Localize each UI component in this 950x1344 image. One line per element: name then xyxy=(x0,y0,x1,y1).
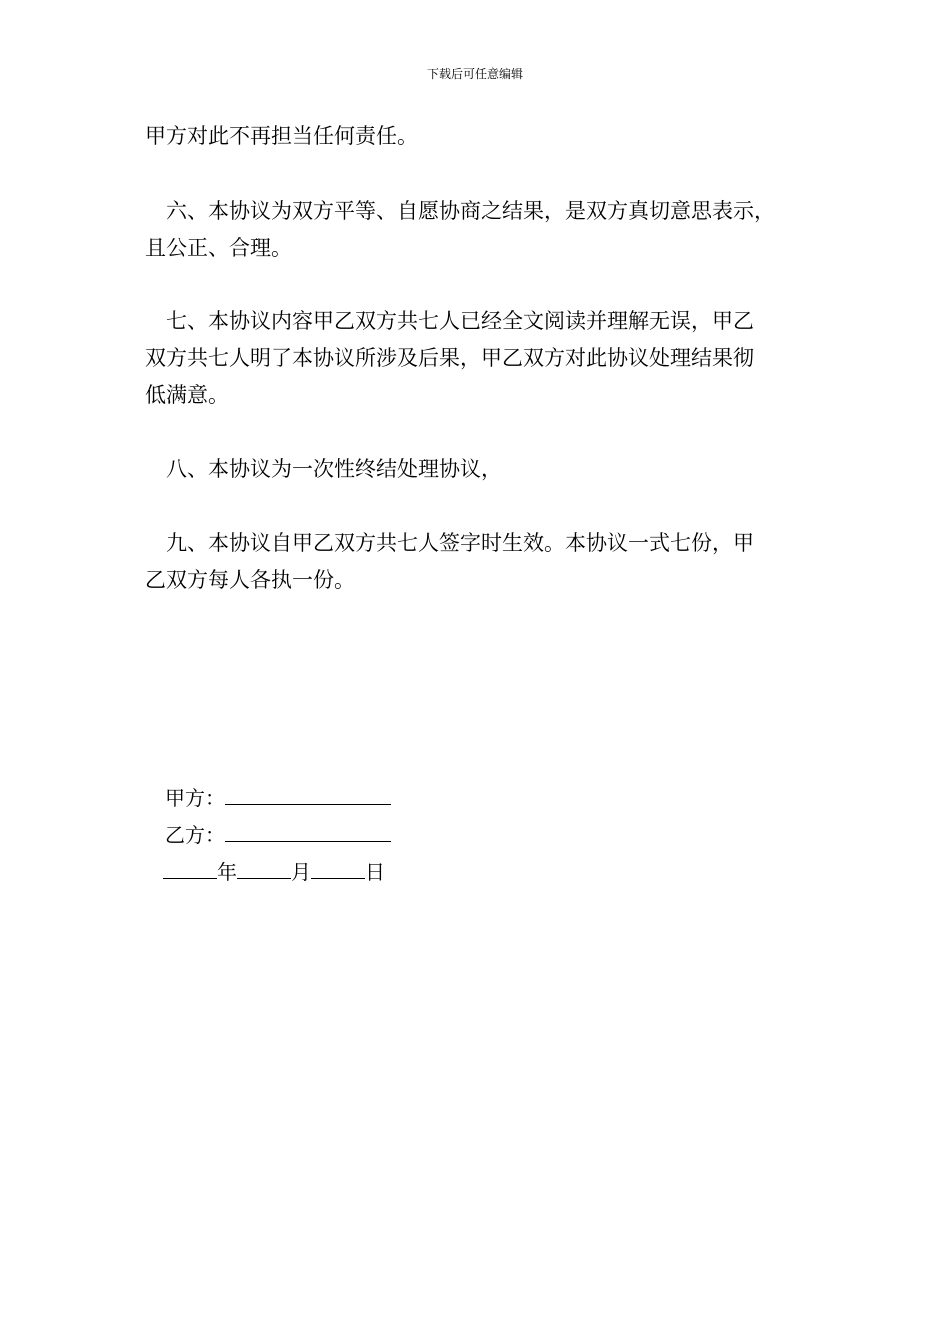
paragraph-liability xyxy=(145,118,820,155)
party-a-signature-line xyxy=(165,782,391,813)
day-blank xyxy=(311,856,365,879)
text-line: 甲方对此不再担当任何责任。 xyxy=(145,124,418,148)
month-label: 月 xyxy=(291,860,311,884)
text-line: 双方共七人明了本协议所涉及后果，甲乙双方对此协议处理结果彻 xyxy=(145,346,754,370)
text-line: 六、本协议为双方平等、自愿协商之结果，是双方真切意思表示， xyxy=(145,199,775,223)
month-blank xyxy=(237,856,291,879)
day-label: 日 xyxy=(365,860,385,884)
text-line: 七、本协议内容甲乙双方共七人已经全文阅读并理解无误，甲乙 xyxy=(145,309,754,333)
text-line: 九、本协议自甲乙双方共七人签字时生效。本协议一式七份，甲 xyxy=(145,531,754,555)
party-b-label: 乙方： xyxy=(165,823,225,847)
year-label: 年 xyxy=(217,860,237,884)
text-line: 且公正、合理。 xyxy=(145,236,292,260)
text-line: 乙双方每人各执一份。 xyxy=(145,568,355,592)
party-b-signature-blank xyxy=(225,819,391,842)
paragraph-article-7 xyxy=(145,303,820,414)
year-blank xyxy=(163,856,217,879)
party-b-signature-line xyxy=(165,819,391,850)
party-a-signature-blank xyxy=(225,782,391,805)
text-line: 八、本协议为一次性终结处理协议， xyxy=(145,457,502,481)
page-header: 下载后可任意编辑 xyxy=(426,67,523,81)
date-line xyxy=(163,856,385,887)
paragraph-article-9 xyxy=(145,525,820,599)
party-a-label: 甲方： xyxy=(165,786,225,810)
text-line: 低满意。 xyxy=(145,383,229,407)
paragraph-article-8 xyxy=(145,451,820,488)
paragraph-article-6 xyxy=(145,193,820,267)
